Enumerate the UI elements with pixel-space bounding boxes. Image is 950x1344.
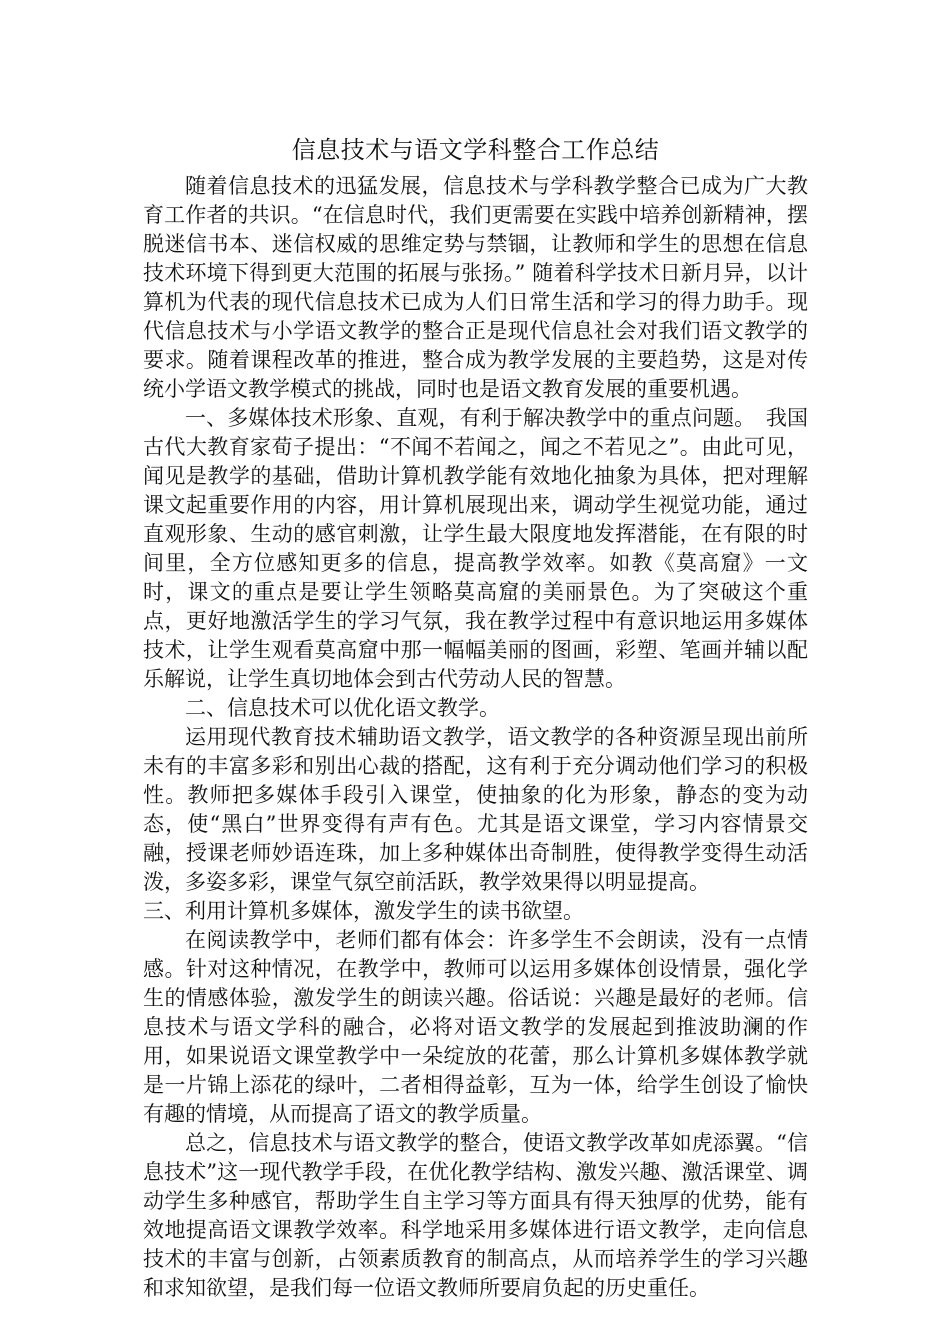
paragraph-section-2-body: 运用现代教育技术辅助语文教学，语文教学的各种资源呈现出前所未有的丰富多彩和别出心裁的搭配，这有利于充分调动他们学习的积极性。教师把多媒体手段引入课堂，使抽象的化为形象，静态的变为动态，使“黑白”世界变得有声有色。尤其是语文课堂，学习内容情景交融，授课老师妙语连珠，加上多种媒体出奇制胜，使得教学变得生动活泼，多姿多彩，课堂气氛空前活跃，教学效果得以明显提高。 <box>143 725 808 894</box>
paragraph-section-3-body: 在阅读教学中，老师们都有体会：许多学生不会朗读，没有一点情感。针对这种情况，在教学中，教师可以运用多媒体创设情景，强化学生的情感体验，激发学生的朗读兴趣。俗话说：兴趣是最好的老师。信息技术与语文学科的融合，必将对语文教学的发展起到推波助澜的作用，如果说语文课堂教学中一朵绽放的花蕾，那么计算机多媒体教学就是一片锦上添花的绿叶，二者相得益彰，互为一体，给学生创设了愉快有趣的情境，从而提高了语文的教学质量。 <box>143 928 808 1126</box>
paragraph-intro: 随着信息技术的迅猛发展，信息技术与学科教学整合已成为广大教育工作者的共识。“在信息时代，我们更需要在实践中培养创新精神，摆脱迷信书本、迷信权威的思维定势与禁锢，让教师和学生的思想在信息技术环境下得到更大范围的拓展与张扬。” 随着科学技术日新月异，以计算机为代表的现代信息技术已成为人们日常生活和学习的得力助手。现代信息技术与小学语文教学的整合正是现代信息社会对我们语文教学的要求。随着课程改革的推进，整合成为教学发展的主要趋势，这是对传统小学语文教学模式的挑战，同时也是语文教育发展的重要机遇。 <box>143 174 808 401</box>
paragraph-section-2-heading: 二、信息技术可以优化语文教学。 <box>185 696 500 720</box>
document-title: 信息技术与语文学科整合工作总结 <box>291 136 660 164</box>
paragraph-section-3-heading: 三、利用计算机多媒体，激发学生的读书欲望。 <box>143 899 584 923</box>
paragraph-section-1: 一、多媒体技术形象、直观，有利于解决教学中的重点问题。 我国古代大教育家荀子提出：“不闻不若闻之，闻之不若见之”。由此可见，闻见是教学的基础，借助计算机教学能有效地化抽象为具体，把对理解课文起重要作用的内容，用计算机展现出来，调动学生视觉功能，通过直观形象、生动的感官刺激，让学生最大限度地发挥潜能，在有限的时间里，全方位感知更多的信息，提高教学效率。如教《莫高窟》一文时，课文的重点是要让学生领略莫高窟的美丽景色。为了突破这个重点，更好地激活学生的学习气氛，我在教学过程中有意识地运用多媒体技术，让学生观看莫高窟中那一幅幅美丽的图画，彩塑、笔画并辅以配乐解说，让学生真切地体会到古代劳动人民的智慧。 <box>143 406 808 691</box>
document-page <box>143 128 808 1303</box>
paragraph-conclusion: 总之，信息技术与语文教学的整合，使语文教学改革如虎添翼。“信息技术”这一现代教学手段，在优化教学结构、激发兴趣、激活课堂、调动学生多种感官，帮助学生自主学习等方面具有得天独厚的优势，能有效地提高语文课教学效率。科学地采用多媒体进行语文教学，走向信息技术的丰富与创新，占领素质教育的制高点，从而培养学生的学习兴趣和求知欲望，是我们每一位语文教师所要肩负起的历史重任。 <box>143 1131 808 1300</box>
